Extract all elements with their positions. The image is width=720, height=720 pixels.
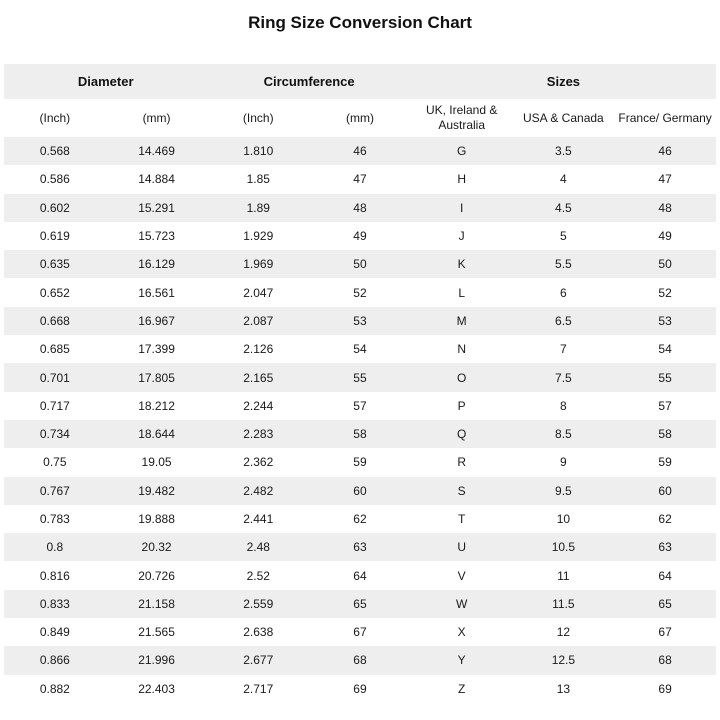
table-cell: 62 <box>353 512 367 526</box>
column-header-row <box>4 99 716 137</box>
table-cell: 1.969 <box>243 257 274 272</box>
table-row <box>4 505 716 533</box>
table-cell: 12 <box>556 625 571 640</box>
table-cell: 16.129 <box>138 257 175 272</box>
table-cell: 13 <box>556 681 571 696</box>
table-cell: 2.559 <box>243 596 274 611</box>
table-cell: U <box>457 540 466 555</box>
table-cell: G <box>456 144 467 159</box>
table-cell: 55 <box>658 370 672 385</box>
table-cell: 0.602 <box>39 200 70 215</box>
table-cell: V <box>457 568 466 583</box>
table-cell: 58 <box>353 427 367 442</box>
table-cell: 2.283 <box>243 427 274 442</box>
table-cell: 2.047 <box>243 285 274 300</box>
table-cell: 55 <box>353 370 367 385</box>
table-cell: L <box>458 285 465 300</box>
group-header-row <box>4 64 716 99</box>
column-header-1-mm: (mm) <box>106 99 208 137</box>
group-header-diameter: Diameter <box>4 64 207 99</box>
table-row <box>4 165 716 193</box>
table-cell: 6.5 <box>555 313 572 328</box>
table-cell: M <box>456 313 467 328</box>
column-header-6-france-germany: France/ Germany <box>614 99 716 137</box>
table-cell: 0.734 <box>39 427 70 442</box>
table-cell: 48 <box>353 200 367 215</box>
table-cell: H <box>457 172 466 187</box>
table-row <box>4 335 716 363</box>
table-cell: 0.816 <box>39 568 70 583</box>
table-row <box>4 618 716 646</box>
table-cell: 0.635 <box>39 257 70 272</box>
table-cell: 2.441 <box>243 512 274 526</box>
table-cell: 21.158 <box>138 596 175 611</box>
table-cell: 50 <box>658 257 672 272</box>
table-cell: S <box>457 483 466 498</box>
table-row <box>4 137 716 165</box>
table-cell: 9.5 <box>555 483 572 498</box>
table-cell: 46 <box>658 144 672 159</box>
table-cell: 0.882 <box>39 681 70 696</box>
table-cell: 18.212 <box>138 398 175 413</box>
table-row <box>4 590 716 618</box>
table-cell: 53 <box>353 313 367 328</box>
table-cell: 3.5 <box>555 144 572 159</box>
table-cell: 60 <box>658 483 672 498</box>
table-cell: 8.5 <box>555 427 572 442</box>
table-row <box>4 448 716 476</box>
table-cell: 0.685 <box>39 342 70 357</box>
table-cell: 18.644 <box>138 427 175 442</box>
table-cell: 5 <box>560 229 567 244</box>
page-title: Ring Size Conversion Chart <box>248 13 472 32</box>
table-cell: 49 <box>353 229 367 244</box>
column-header-3-mm: (mm) <box>309 99 411 137</box>
table-row <box>4 194 716 222</box>
table-cell: 10.5 <box>551 540 576 555</box>
table-cell: 63 <box>658 540 672 555</box>
ring-size-conversion-table <box>4 64 716 703</box>
table-cell: 0.568 <box>39 144 70 159</box>
table-cell: 52 <box>658 285 672 300</box>
table-row <box>4 307 716 335</box>
table-cell: 7.5 <box>555 370 572 385</box>
table-cell: 69 <box>658 681 672 696</box>
table-cell: 68 <box>658 653 672 668</box>
table-cell: 58 <box>658 427 672 442</box>
table-cell: T <box>457 512 466 526</box>
table-cell: 1.810 <box>243 144 274 159</box>
table-cell: 62 <box>658 512 672 526</box>
column-header-0-inch: (Inch) <box>4 99 106 137</box>
table-cell: 53 <box>658 313 672 328</box>
table-cell: 46 <box>353 144 367 159</box>
table-cell: 2.638 <box>243 625 274 640</box>
table-cell: 57 <box>658 398 672 413</box>
table-cell: 8 <box>560 398 567 413</box>
table-row <box>4 477 716 505</box>
column-header-4-uk-ireland-australia: UK, Ireland & Australia <box>411 99 513 137</box>
table-cell: 22.403 <box>138 681 175 696</box>
table-cell: 68 <box>353 653 367 668</box>
table-cell: 0.75 <box>43 455 67 470</box>
table-cell: 69 <box>353 681 367 696</box>
table-cell: 67 <box>658 625 672 640</box>
table-cell: 60 <box>353 483 367 498</box>
table-cell: 47 <box>353 172 367 187</box>
group-header-circumference: Circumference <box>207 64 410 99</box>
table-cell: 2.362 <box>243 455 274 470</box>
table-cell: 12.5 <box>551 653 576 668</box>
table-cell: 0.668 <box>39 313 70 328</box>
table-cell: 9 <box>560 455 567 470</box>
table-cell: 6 <box>560 285 567 300</box>
table-cell: 0.8 <box>46 540 64 555</box>
table-cell: 63 <box>353 540 367 555</box>
table-row <box>4 420 716 448</box>
table-cell: P <box>457 398 466 413</box>
table-cell: 2.482 <box>243 483 274 498</box>
table-row <box>4 222 716 250</box>
table-cell: 59 <box>658 455 672 470</box>
table-cell: 0.701 <box>39 370 70 385</box>
table-cell: 65 <box>658 596 672 611</box>
table-cell: 48 <box>658 200 672 215</box>
table-cell: Z <box>457 681 466 696</box>
table-cell: 4.5 <box>555 200 572 215</box>
table-cell: 16.967 <box>138 313 175 328</box>
table-cell: 20.32 <box>141 540 172 555</box>
table-cell: 0.586 <box>39 172 70 187</box>
table-cell: 19.482 <box>138 483 175 498</box>
table-row <box>4 278 716 306</box>
table-cell: J <box>458 229 465 244</box>
table-cell: I <box>459 200 464 215</box>
table-cell: 64 <box>353 568 367 583</box>
table-cell: 2.165 <box>243 370 274 385</box>
table-cell: 4 <box>560 172 567 187</box>
table-cell: 17.399 <box>138 342 175 357</box>
table-cell: 21.565 <box>138 625 175 640</box>
table-cell: 54 <box>658 342 672 357</box>
table-cell: 20.726 <box>138 568 175 583</box>
table-cell: 49 <box>658 229 672 244</box>
table-cell: 57 <box>353 398 367 413</box>
group-header-sizes: Sizes <box>411 64 716 99</box>
table-cell: W <box>456 596 468 611</box>
table-cell: 15.723 <box>138 229 175 244</box>
table-body <box>4 137 716 703</box>
table-cell: 2.48 <box>246 540 270 555</box>
column-header-5-usa-canada: USA & Canada <box>513 99 615 137</box>
table-cell: 5.5 <box>555 257 572 272</box>
table-cell: 2.52 <box>246 568 270 583</box>
table-cell: 0.619 <box>39 229 70 244</box>
table-cell: 14.884 <box>138 172 175 187</box>
table-cell: 50 <box>353 257 367 272</box>
table-cell: 10 <box>556 512 571 526</box>
table-cell: 19.888 <box>138 512 175 526</box>
column-header-2-inch: (Inch) <box>207 99 309 137</box>
table-row <box>4 363 716 391</box>
table-cell: 52 <box>353 285 367 300</box>
table-cell: 54 <box>353 342 367 357</box>
table-cell: 16.561 <box>138 285 175 300</box>
table-cell: 1.85 <box>246 172 270 187</box>
table-cell: 1.89 <box>246 200 270 215</box>
table-row <box>4 646 716 674</box>
table-cell: 19.05 <box>141 455 172 470</box>
table-row <box>4 561 716 589</box>
table-cell: 11 <box>557 568 570 583</box>
table-row <box>4 533 716 561</box>
table-cell: N <box>457 342 466 357</box>
table-cell: Q <box>456 427 467 442</box>
table-cell: 17.805 <box>138 370 175 385</box>
table-cell: 2.244 <box>243 398 274 413</box>
table-cell: 0.652 <box>39 285 70 300</box>
table-cell: 2.717 <box>243 681 274 696</box>
table-row <box>4 250 716 278</box>
table-cell: O <box>456 370 467 385</box>
table-cell: 2.126 <box>243 342 274 357</box>
table-cell: 65 <box>353 596 367 611</box>
table-row <box>4 675 716 703</box>
table-cell: 0.717 <box>39 398 70 413</box>
table-cell: X <box>457 625 466 640</box>
table-cell: 15.291 <box>138 200 175 215</box>
table-cell: 47 <box>658 172 672 187</box>
table-cell: R <box>457 455 466 470</box>
table-cell: 21.996 <box>138 653 175 668</box>
table-cell: 0.849 <box>39 625 70 640</box>
table-cell: 0.833 <box>39 596 70 611</box>
table-cell: 0.866 <box>39 653 70 668</box>
table-cell: 1.929 <box>243 229 274 244</box>
table-cell: 14.469 <box>138 144 175 159</box>
table-cell: 2.087 <box>243 313 274 328</box>
table-cell: 67 <box>353 625 367 640</box>
table-cell: 59 <box>353 455 367 470</box>
table-cell: 11.5 <box>552 596 575 611</box>
table-cell: K <box>457 257 466 272</box>
table-cell: 2.677 <box>243 653 274 668</box>
table-head <box>4 64 716 137</box>
table-row <box>4 392 716 420</box>
table-cell: 64 <box>658 568 672 583</box>
table-cell: 0.783 <box>39 512 70 526</box>
table-cell: Y <box>457 653 466 668</box>
table-cell: 7 <box>560 342 567 357</box>
table-cell: 0.767 <box>39 483 70 498</box>
